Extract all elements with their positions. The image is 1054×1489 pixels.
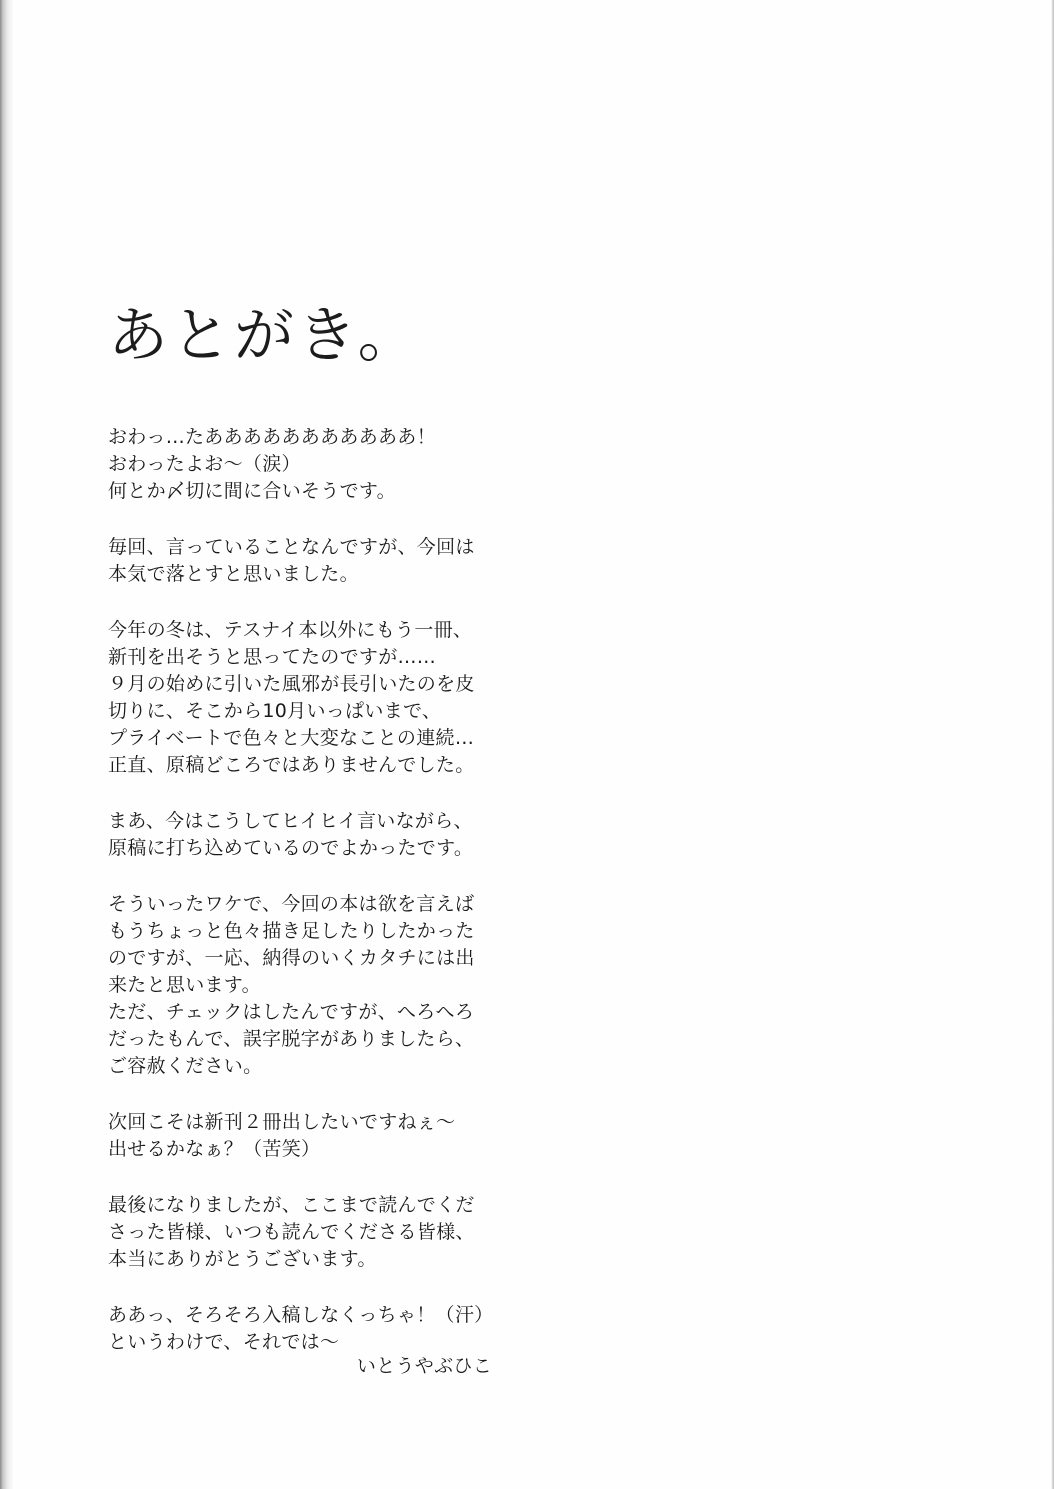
paragraph-4 [108, 808, 508, 862]
page-title: あとがき。 [108, 301, 421, 371]
paragraph-7 [108, 1192, 508, 1273]
page-left-edge [0, 0, 14, 1489]
text-line: 今年の冬は、テスナイ本以外にもう一冊、 [108, 619, 473, 641]
text-line: だったもんで、誤字脱字がありましたら、 [108, 1028, 475, 1050]
paragraph-5 [108, 891, 508, 1080]
text-line: 次回こそは新刊２冊出したいですねぇ〜 [108, 1111, 456, 1133]
text-line: というわけで、それでは〜 [108, 1331, 340, 1353]
text-line: 原稿に打ち込めているのでよかったです。 [108, 837, 474, 859]
text-line: のですが、一応、納得のいくカタチには出 [108, 947, 475, 969]
paragraph-1 [108, 424, 508, 505]
text-line: まあ、今はこうしてヒイヒイ言いながら、 [108, 810, 473, 832]
text-line: 本当にありがとうございます。 [108, 1248, 377, 1270]
text-line: 正直、原稿どころではありませんでした。 [108, 754, 475, 776]
paragraph-8 [108, 1302, 508, 1356]
afterword-body [108, 424, 508, 1385]
text-line: 出せるかなぁ？（苦笑） [108, 1138, 321, 1160]
text-line: おわったよお〜（涙） [108, 453, 301, 475]
paragraph-3 [108, 617, 508, 779]
paragraph-2 [108, 534, 508, 588]
text-line: さった皆様、いつも読んでくださる皆様、 [108, 1221, 475, 1243]
text-line: もうちょっと色々描き足したりしたかった [108, 920, 475, 942]
text-line: 最後になりましたが、ここまで読んでくだ [108, 1194, 475, 1216]
text-line: 本気で落とすと思いました。 [108, 563, 359, 585]
text-line: プライベートで色々と大変なことの連続… [108, 727, 475, 749]
text-line: ご容赦ください。 [108, 1055, 263, 1077]
text-line: ただ、チェックはしたんですが、へろへろ [108, 1001, 475, 1023]
text-line: おわっ…たあああああああああああ！ [108, 426, 436, 448]
text-line: そういったワケで、今回の本は欲を言えば [108, 893, 475, 915]
paragraph-6 [108, 1109, 508, 1163]
text-line: 何とか〆切に間に合いそうです。 [108, 480, 396, 502]
text-line: 切りに、そこから10月いっぱいまで、 [108, 700, 442, 722]
text-line: 新刊を出そうと思ってたのですが…… [108, 646, 437, 668]
text-line: ああっ、そろそろ入稿しなくっちゃ！（汗） [108, 1304, 494, 1326]
text-line: ９月の始めに引いた風邪が長引いたのを皮 [108, 673, 475, 695]
author-signature: いとうやぶひこ [356, 1355, 492, 1377]
text-line: 毎回、言っていることなんですが、今回は [108, 536, 475, 558]
text-line: 来たと思います。 [108, 974, 261, 996]
